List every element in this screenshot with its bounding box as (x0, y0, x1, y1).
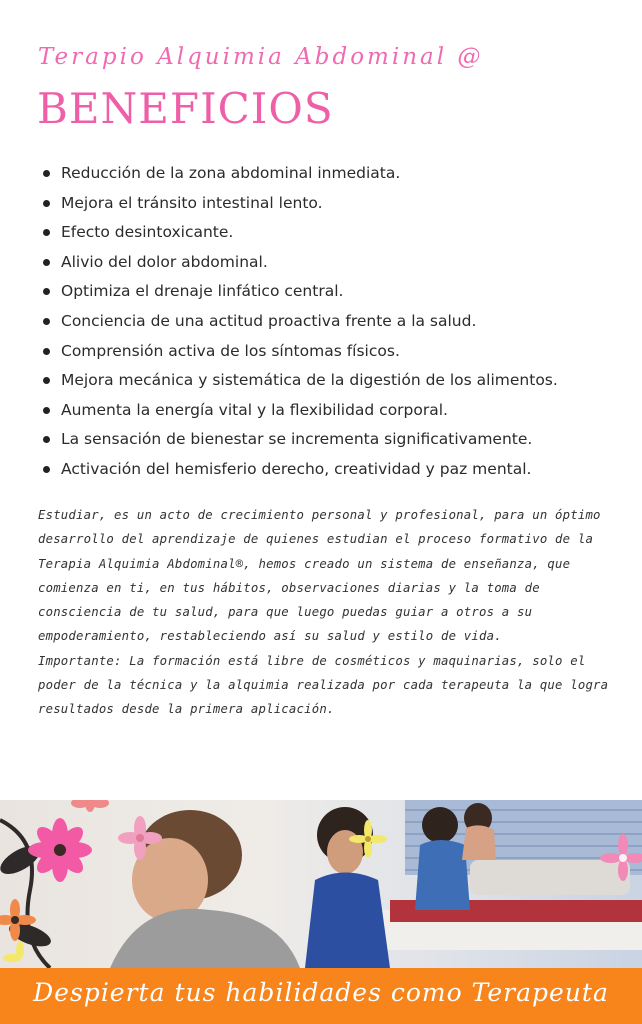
paragraph-important: Importante: La formación está libre de cosméticos y maquinarias, solo el poder de la técnica y la alquimia realizada por cada terapeuta la que logra resultados desde la primera aplicación. (38, 653, 609, 717)
list-item: Optimiza el drenaje linfático central. (40, 278, 558, 308)
list-item: La sensación de bienestar se incrementa significativamente. (40, 426, 558, 456)
footer-banner (0, 968, 642, 1024)
list-item: Activación del hemisferio derecho, creatividad y paz mental. (40, 456, 558, 486)
list-item: Mejora el tránsito intestinal lento. (40, 190, 558, 220)
page-subtitle: Terapio Alquimia Abdominal @ (38, 44, 484, 70)
list-item: Efecto desintoxicante. (40, 219, 558, 249)
therapy-photo-illustration (0, 800, 642, 968)
page-title: BENEFICIOS (37, 84, 334, 133)
body-text (38, 503, 616, 722)
list-item: Conciencia de una actitud proactiva frente a la salud. (40, 308, 558, 338)
list-item: Alivio del dolor abdominal. (40, 249, 558, 279)
benefits-list (40, 160, 558, 486)
paragraph-study: Estudiar, es un acto de crecimiento personal y profesional, para un óptimo desarrollo del aprendizaje de quienes estudian el proceso formativo de la Terapia Alquimia Abdominal®, hemos creado un sistema de enseñanza, que comienza en ti, en tus hábitos, observaciones diarias y la toma de consciencia de tu salud, para que luego puedas guiar a otros a su empoderamiento, restableciendo así su salud y estilo de vida. (38, 508, 601, 644)
list-item: Reducción de la zona abdominal inmediata. (40, 160, 558, 190)
therapy-photo (0, 800, 642, 968)
list-item: Mejora mecánica y sistemática de la digestión de los alimentos. (40, 367, 558, 397)
list-item: Comprensión activa de los síntomas físicos. (40, 338, 558, 368)
banner-text: Despierta tus habilidades como Terapeuta (33, 978, 609, 1007)
list-item: Aumenta la energía vital y la flexibilidad corporal. (40, 397, 558, 427)
